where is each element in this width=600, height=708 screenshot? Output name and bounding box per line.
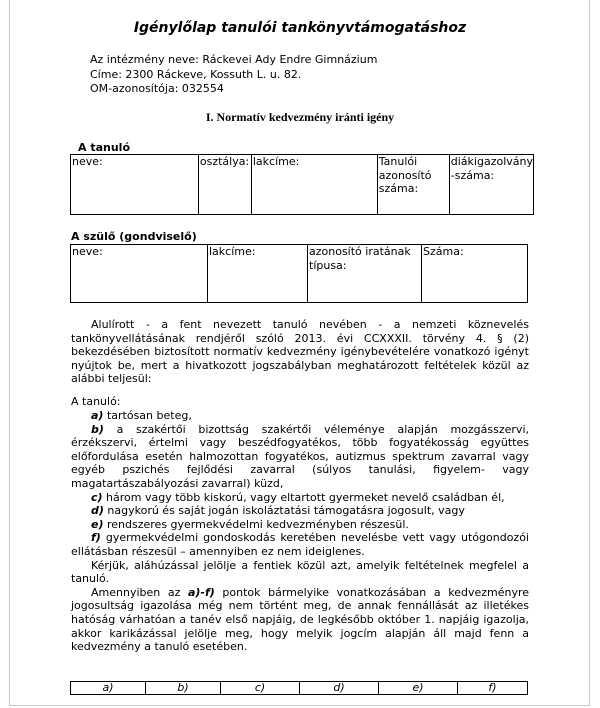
institution-name: Az intézmény neve: Ráckevei Ady Endre Gimnázium — [90, 53, 378, 66]
condition-letter: c) — [91, 490, 103, 504]
student-table — [70, 154, 534, 215]
institution-om: OM-azonosítója: 032554 — [90, 82, 224, 95]
condition-e[interactable]: e) rendszeres gyermekvédelmi kedvezményben részesül. — [91, 517, 409, 531]
option-a[interactable]: a) — [71, 682, 146, 695]
student-name-field[interactable]: neve: — [71, 155, 199, 215]
note-ref: a)-f) — [187, 585, 215, 599]
note-paragraph: Amennyiben az a)-f) pontok bármelyike vonatkozásában a kedvezményre jogosultság igazolása még nem történt meg, de annak fennállását az illetékes hatóság várhatóan a tanév első napjáig, de legkésőbb október 1. napjáig igazolja, akkor karikázással jelölje meg, hogy melyik jogcím alapján áll majd fenn a kedvezmény a tanuló esetében. — [71, 585, 530, 654]
condition-c[interactable]: c) három vagy több kiskorú, vagy eltartott gyermeket nevelő családban él, — [91, 490, 505, 504]
condition-letter: f) — [91, 531, 101, 545]
condition-a[interactable]: a) tartósan beteg, — [91, 409, 192, 422]
section-title: I. Normatív kedvezmény iránti igény — [205, 110, 395, 124]
student-id-field[interactable]: Tanulói azonosító száma: — [377, 155, 449, 215]
option-c[interactable]: c) — [221, 682, 300, 695]
condition-letter: a) — [91, 409, 104, 422]
options-table — [70, 681, 528, 695]
parent-table — [70, 244, 528, 303]
condition-f[interactable]: f) gyermekvédelmi gondoskodás keretében nevelésbe vett vagy utógondozói ellátásban részesül – amennyiben ez nem ideiglenes. — [71, 531, 529, 558]
condition-letter: d) — [91, 504, 104, 518]
parent-doc-type-field[interactable]: azonosító iratának típusa: — [308, 245, 422, 303]
institution-info — [90, 53, 377, 97]
request-paragraph: Kérjük, aláhúzással jelölje a fentiek közül azt, amelyik feltételnek megfelel a tanuló. — [71, 558, 529, 586]
condition-letter: b) — [91, 422, 104, 436]
option-e[interactable]: e) — [379, 682, 458, 695]
parent-name-field[interactable]: neve: — [71, 245, 208, 303]
intro-paragraph: Alulírott - a fent nevezett tanuló nevében - a nemzeti köznevelés tankönyvellátásának rendjéről szóló 2013. évi CCXXXII. törvény 4. § (2) bekezdésében biztosított normatív kedvezmény igénybevételére vonatkozó igényt nyújtok be, mert a hivatkozott jogszabályban meghatározott feltételek közül az alábbi teljesül: — [71, 318, 529, 386]
student-label: A tanuló: — [71, 395, 121, 408]
parent-address-field[interactable]: lakcíme: — [208, 245, 308, 303]
option-f[interactable]: f) — [458, 682, 528, 695]
condition-letter: e) — [91, 517, 104, 531]
student-class-field[interactable]: osztálya: — [198, 155, 251, 215]
parent-heading: A szülő (gondviselő) — [71, 230, 197, 243]
conditions-list — [71, 409, 529, 654]
parent-doc-number-field[interactable]: Száma: — [422, 245, 528, 303]
institution-address: Címe: 2300 Ráckeve, Kossuth L. u. 82. — [90, 67, 302, 81]
option-d[interactable]: d) — [300, 682, 379, 695]
student-address-field[interactable]: lakcíme: — [251, 155, 377, 215]
student-card-field[interactable]: diákigazolvány -száma: — [449, 155, 533, 215]
student-heading: A tanuló — [78, 141, 131, 154]
form-title: Igénylőlap tanulói tankönyvtámogatáshoz — [133, 20, 467, 36]
option-b[interactable]: b) — [146, 682, 221, 695]
condition-b[interactable]: b) a szakértői bizottság szakértői véleménye alapján mozgásszervi, érzékszervi, értelmi vagy beszédfogyatékos, több fogyatékosság együttes előfordulása esetén halmozottan fogyatékos, autizmus spektrum zavarral vagy egyéb pszichés fejlődési zavarral (súlyos tanulási, figyelem- vagy magatartászabályozási zavarral) küzd, — [71, 422, 529, 490]
condition-d[interactable]: d) nagykorú és saját jogán iskoláztatási támogatásra jogosult, vagy — [91, 504, 465, 518]
